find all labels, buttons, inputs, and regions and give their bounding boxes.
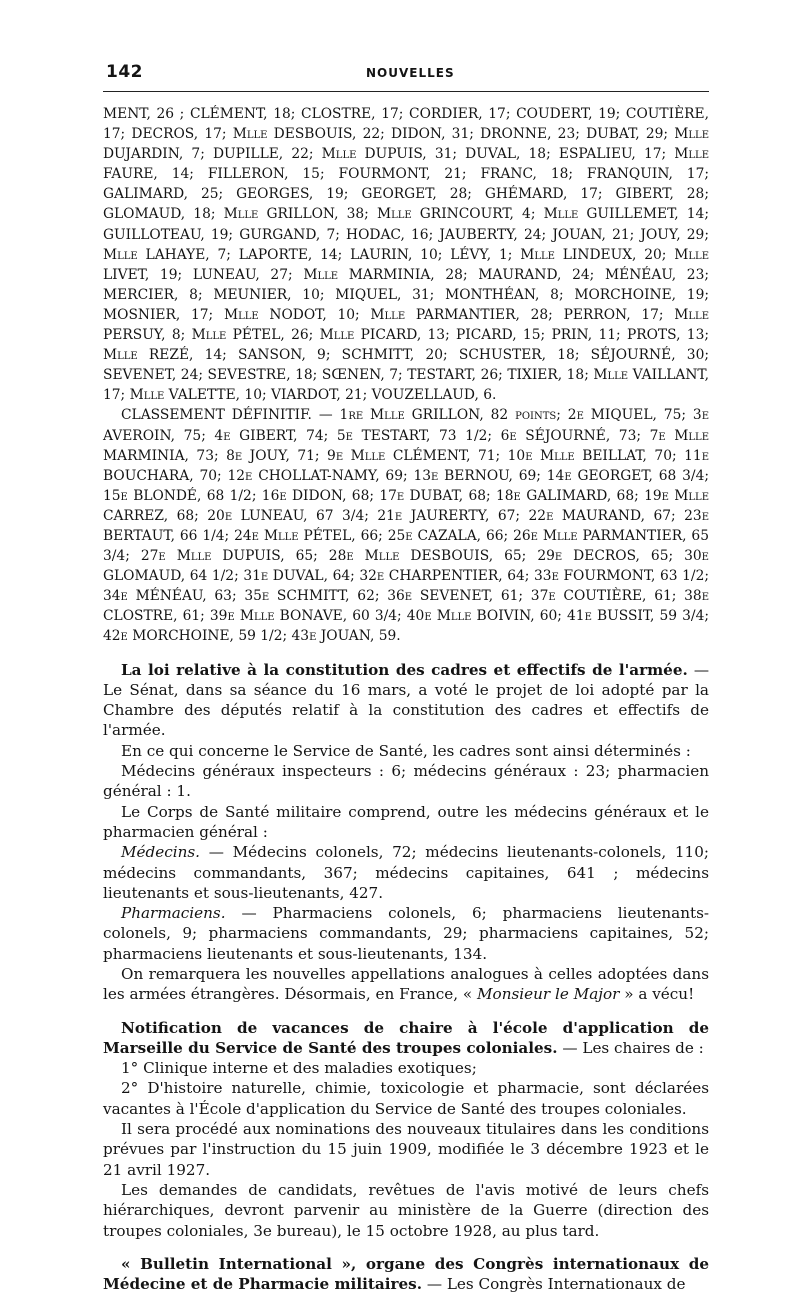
bulletin-heading: « Bulletin International », organe des Congrès internationaux de Médecine et de Pharmacie militaires. xyxy=(103,1254,709,1294)
chaire-intro: — Les chaires de : xyxy=(557,1038,704,1057)
loi-pharmaciens-paragraph xyxy=(103,903,709,964)
pharmaciens-label: Pharmaciens. xyxy=(121,904,226,923)
chaire-paragraph-3: Il sera procédé aux nominations des nouveaux titulaires dans les conditions prévues par l'instruction du 15 juin 1909, modifiée le 3 décembre 1923 et le 21 avril 1927. xyxy=(103,1120,709,1179)
chaire-item-2: 2° D'histoire naturelle, chimie, toxicologie et pharmacie, sont déclarées vacantes à l'École d'application du Service de Santé des troupes coloniales. xyxy=(103,1079,709,1118)
header-rule xyxy=(103,91,709,92)
chaire-item-1: 1° Clinique interne et des maladies exotiques; xyxy=(121,1059,477,1078)
loi-intro-paragraph xyxy=(103,660,709,741)
pharmaciens-text: — Pharmaciens colonels, 6; pharmaciens lieutenants-colonels, 9; pharmaciens commandants, 29; pharmaciens capitaines, 52; pharmaciens lieutenants et sous-lieutenants, 134. xyxy=(103,904,709,963)
loi-paragraph-7 xyxy=(103,964,709,1005)
chaire-paragraph-4: Les demandes de candidats, revêtues de l'avis motivé de leurs chefs hiérarchiques, devront parvenir au ministère de la Guerre (direction des troupes coloniales, 3e bureau), le 15 octobre 1928, au plus tard. xyxy=(103,1180,709,1240)
loi-medecins-paragraph xyxy=(103,842,709,903)
loi-p7-end: » a vécu! xyxy=(619,985,695,1004)
classement-label: CLASSEMENT DÉFINITIF. xyxy=(121,407,312,424)
bulletin-paragraph xyxy=(103,1254,709,1295)
page-header xyxy=(103,56,709,88)
bulletin-text: — Les Congrès Internationaux de xyxy=(422,1275,686,1294)
loi-paragraph-3: Médecins généraux inspecteurs : 6; médecins généraux : 23; pharmacien général : 1. xyxy=(103,762,709,801)
classement-paragraph xyxy=(103,405,709,646)
loi-p7-italic: Monsieur le Major xyxy=(477,985,620,1004)
page xyxy=(103,56,710,1294)
classement-text: — 1re Mlle GRILLON, 82 points; 2e MIQUEL, 75; 3e AVEROIN, 75; 4e GIBERT, 74; 5e TESTART, 73 1/2; 6e SÉJOURNÉ, 73; 7e Mlle MARMINIA, 73; 8e JOUY, 71; 9e Mlle CLÉMENT, 71; 10e Mlle BEILLAT, 70; 11e BOUCHARA, 70; 12e CHOLLAT-NAMY, 69; 13e BERNOU, 69; 14e GEORGET, 68 3/4; 15e BLONDÉ, 68 1/2; 16e DIDON, 68; 17e DUBAT, 68; 18e GALIMARD, 68; 19e Mlle CARREZ, 68; 20e LUNEAU, 67 3/4; 21e JAURERTY, 67; 22e MAURAND, 67; 23e BERTAUT, 66 1/4; 24e Mlle PÉTEL, 66; 25e CAZALA, 66; 26e Mlle PARMANTIER, 65 3/4; 27e Mlle DUPUIS, 65; 28e Mlle DESBOUIS, 65; 29e DECROS, 65; 30e GLOMAUD, 64 1/2; 31e DUVAL, 64; 32e CHARPENTIER, 64; 33e FOURMONT, 63 1/2; 34e MÉNÉAU, 63; 35e SCHMITT, 62; 36e SEVENET, 61; 37e COUTIÈRE, 61; 38e CLOSTRE, 61; 39e Mlle BONAVE, 60 3/4; 40e Mlle BOIVIN, 60; 41e BUSSIT, 59 3/4; 42e MORCHOINE, 59 1/2; 43e JOUAN, 59. xyxy=(103,407,709,645)
page-body xyxy=(103,104,709,1294)
page-number: 142 xyxy=(106,62,143,82)
loi-paragraph-2: En ce qui concerne le Service de Santé, les cadres sont ainsi déterminés : xyxy=(121,741,691,760)
running-head: NOUVELLES xyxy=(366,66,455,80)
chaire-heading: Notification de vacances de chaire à l'école d'application de Marseille du Service de Santé des troupes coloniales. xyxy=(103,1018,709,1057)
chaire-intro-paragraph xyxy=(103,1018,709,1059)
medecins-label: Médecins. xyxy=(121,843,201,862)
loi-p7-start: On remarquera les nouvelles appellations analogues à celles adoptées dans les armées étrangères. Désormais, en France, « xyxy=(103,964,709,1004)
medecins-text: — Médecins colonels, 72; médecins lieutenants-colonels, 110; médecins commandants, 367; médecins capitaines, 641 ; médecins lieutenants et sous-lieutenants, 427. xyxy=(103,843,709,902)
loi-heading: La loi relative à la constitution des cadres et effectifs de l'armée. xyxy=(121,660,688,679)
loi-intro: — Le Sénat, dans sa séance du 16 mars, a voté le projet de loi adopté par la Chambre des députés relatif à la constitution des cadres et effectifs de l'armée. xyxy=(103,660,710,740)
loi-paragraph-4: Le Corps de Santé militaire comprend, outre les médecins généraux et le pharmacien général : xyxy=(103,802,709,841)
results-list: MENT, 26 ; CLÉMENT, 18; CLOSTRE, 17; CORDIER, 17; COUDERT, 19; COUTIÈRE, 17; DECROS, 17; Mlle DESBOUIS, 22; DIDON, 31; DRONNE, 23; DUBAT, 29; Mlle DUJARDIN, 7; DUPILLE, 22; Mlle DUPUIS, 31; DUVAL, 18; ESPALIEU, 17; Mlle FAURE, 14; FILLERON, 15; FOURMONT, 21; FRANC, 18; FRANQUIN, 17; GALIMARD, 25; GEORGES, 19; GEORGET, 28; GHÉMARD, 17; GIBERT, 28; GLOMAUD, 18; Mlle GRILLON, 38; Mlle GRINCOURT, 4; Mlle GUILLEMET, 14; GUILLOTEAU, 19; GURGAND, 7; HODAC, 16; JAUBERTY, 24; JOUAN, 21; JOUY, 29; Mlle LAHAYE, 7; LAPORTE, 14; LAURIN, 10; LÉVY, 1; Mlle LINDEUX, 20; Mlle LIVET, 19; LUNEAU, 27; Mlle MARMINIA, 28; MAURAND, 24; MÉNÉAU, 23; MERCIER, 8; MEUNIER, 10; MIQUEL, 31; MONTHÉAN, 8; MORCHOINE, 19; MOSNIER, 17; Mlle NODOT, 10; Mlle PARMANTIER, 28; PERRON, 17; Mlle PERSUY, 8; Mlle PÉTEL, 26; Mlle PICARD, 13; PICARD, 15; PRIN, 11; PROTS, 13; Mlle REZÉ, 14; SANSON, 9; SCHMITT, 20; SCHUSTER, 18; SÉJOURNÉ, 30; SEVENET, 24; SEVESTRE, 18; SŒNEN, 7; TESTART, 26; TIXIER, 18; Mlle VAILLANT, 17; Mlle VALETTE, 10; VIARDOT, 21; VOUZELLAUD, 6. xyxy=(103,106,709,404)
